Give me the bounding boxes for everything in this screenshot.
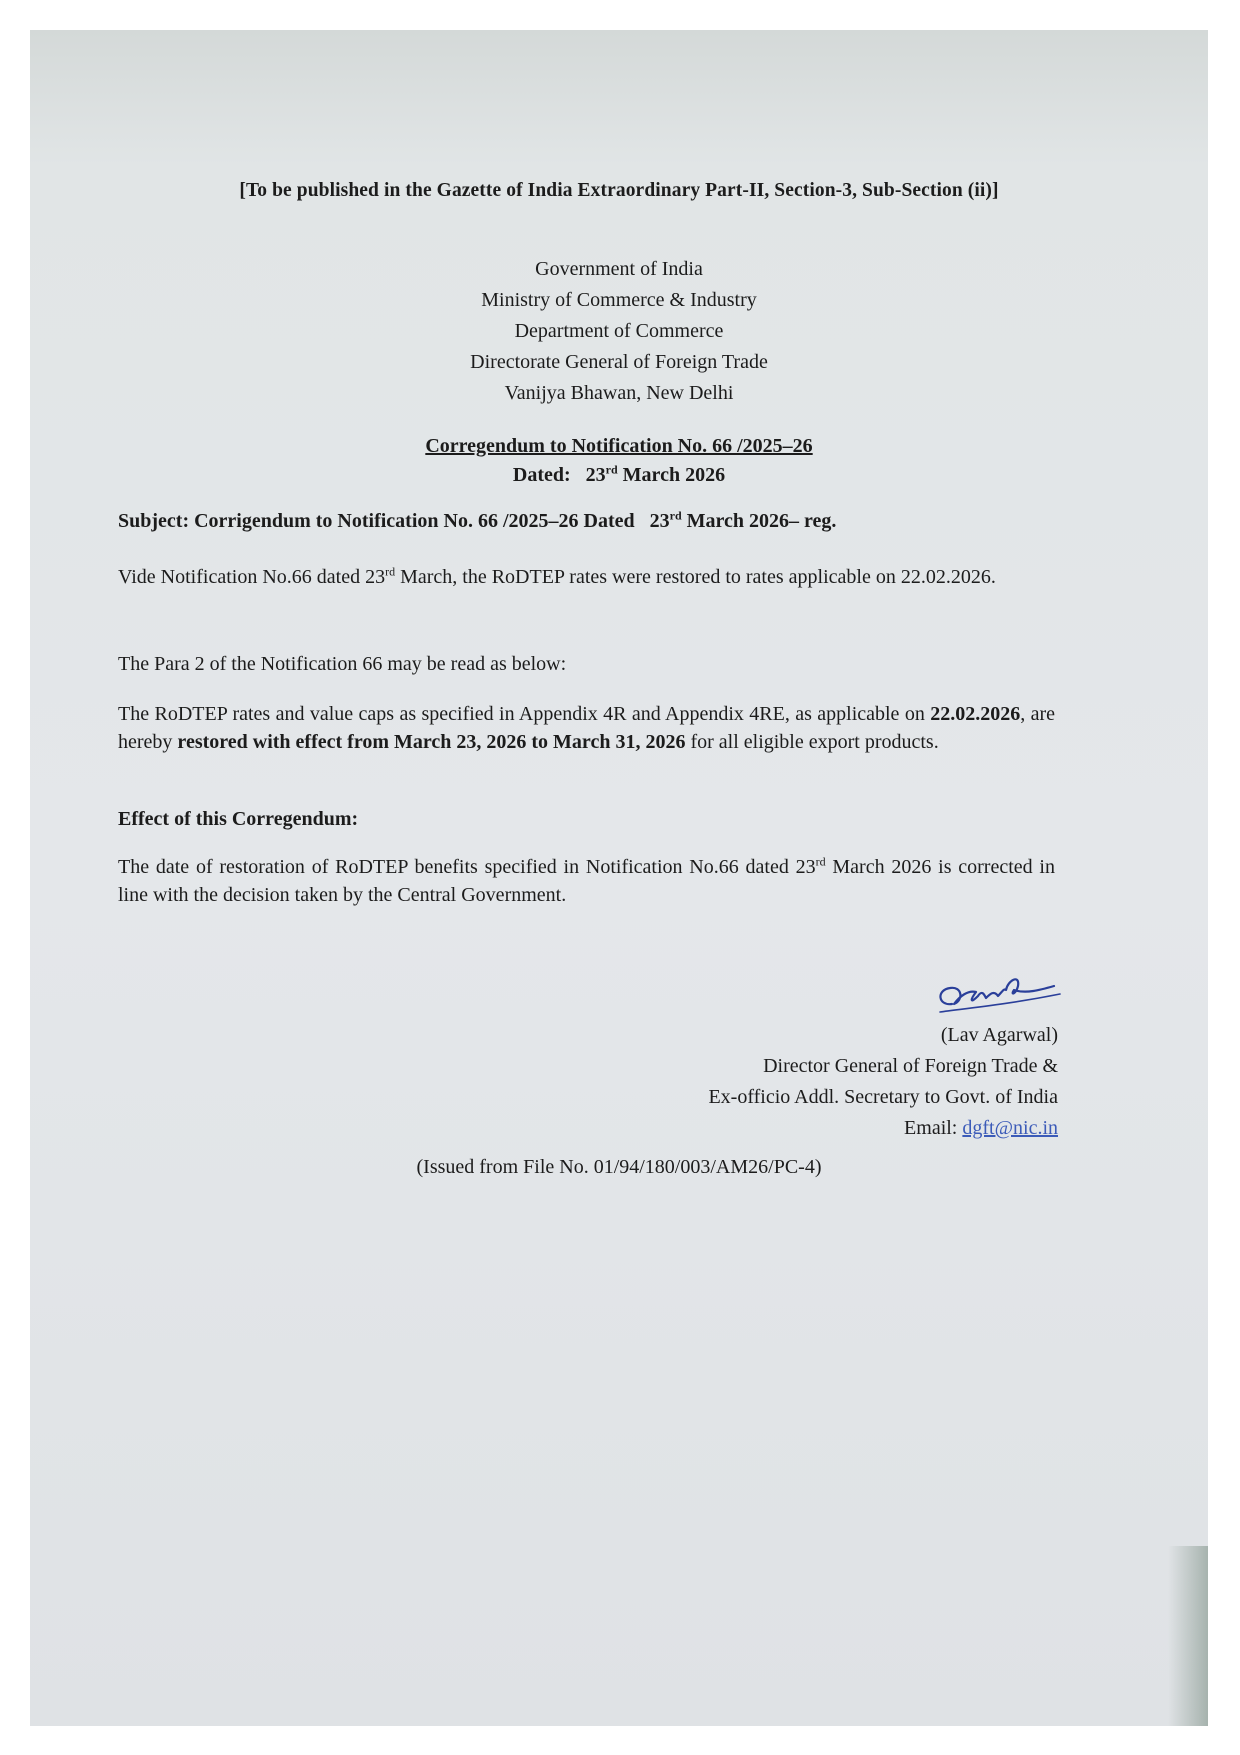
signatory-email-line bbox=[708, 1113, 1058, 1144]
dated-suffix: rd bbox=[605, 462, 618, 477]
para3-part3: for all eligible export products. bbox=[685, 731, 939, 753]
dated-label: Dated: bbox=[512, 464, 571, 486]
para3-bold-date: 22.02.2026 bbox=[930, 703, 1021, 725]
signatory-block bbox=[708, 1020, 1058, 1144]
subject-prefix: Subject: Corrigendum to Notification No. 66 /2025–26 Dated bbox=[118, 510, 635, 532]
para1-after: March, the RoDTEP rates were restored to rates applicable on 22.02.2026. bbox=[395, 566, 996, 588]
corrigendum-date bbox=[30, 461, 1208, 490]
signatory-designation-1: Director General of Foreign Trade & bbox=[763, 1055, 1058, 1077]
para1-suffix: rd bbox=[385, 564, 396, 579]
corrigendum-title bbox=[30, 432, 1208, 490]
email-label: Email: bbox=[904, 1117, 958, 1139]
paragraph-1 bbox=[118, 563, 1055, 591]
para4-after: March 2026 is corrected in line with the decision taken by the Central Government. bbox=[118, 856, 1055, 906]
header-line-ministry: Ministry of Commerce & Industry bbox=[481, 289, 757, 311]
header-line-government: Government of India bbox=[535, 258, 703, 280]
subject-day: 23 bbox=[649, 510, 670, 532]
para3-part1: The RoDTEP rates and value caps as specified in Appendix 4R and Appendix 4RE, as applicable on bbox=[118, 703, 931, 725]
para1-before: Vide Notification No.66 dated 23 bbox=[118, 566, 386, 588]
subject-rest: March 2026– reg. bbox=[686, 510, 837, 532]
header-line-department: Department of Commerce bbox=[514, 320, 724, 342]
paragraph-4 bbox=[118, 853, 1055, 909]
paragraph-2: The Para 2 of the Notification 66 may be read as below: bbox=[118, 653, 567, 675]
file-number: (Issued from File No. 01/94/180/003/AM26/PC-4) bbox=[416, 1156, 822, 1178]
document-page bbox=[30, 30, 1208, 1726]
dated-day: 23 bbox=[585, 464, 606, 486]
subject-suffix: rd bbox=[669, 508, 682, 523]
signatory-name: (Lav Agarwal) bbox=[940, 1024, 1058, 1046]
corrigendum-heading: Corregendum to Notification No. 66 /2025–26 bbox=[425, 435, 813, 457]
email-link[interactable]: dgft@nic.in bbox=[962, 1117, 1058, 1139]
dated-rest: March 2026 bbox=[622, 464, 726, 486]
para4-suffix: rd bbox=[815, 854, 826, 869]
para3-bold-effect: restored with effect from March 23, 2026 to March 31, 2026 bbox=[177, 731, 686, 753]
signatory-designation-2: Ex-officio Addl. Secretary to Govt. of India bbox=[708, 1086, 1058, 1108]
header-line-address: Vanijya Bhawan, New Delhi bbox=[504, 382, 734, 404]
header-line-directorate: Directorate General of Foreign Trade bbox=[470, 351, 768, 373]
subject-line bbox=[118, 510, 836, 533]
issuing-authority bbox=[30, 254, 1208, 409]
para4-before: The date of restoration of RoDTEP benefits specified in Notification No.66 dated 23 bbox=[118, 856, 816, 878]
paragraph-3 bbox=[118, 700, 1055, 756]
gazette-line: [To be published in the Gazette of India Extraordinary Part-II, Section-3, Sub-Section (ii)] bbox=[239, 180, 999, 201]
effect-heading: Effect of this Corregendum: bbox=[118, 808, 359, 830]
para3-part2: , are hereby bbox=[118, 703, 1055, 753]
